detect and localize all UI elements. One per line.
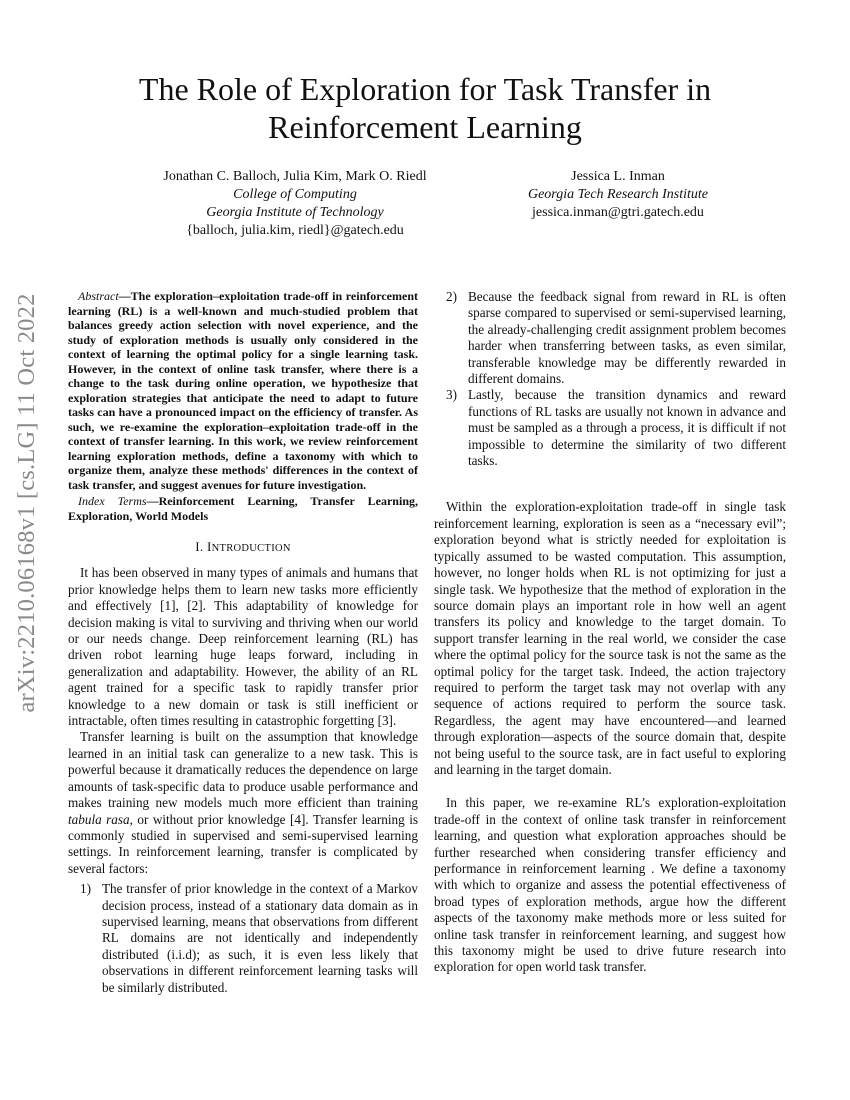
author-email: jessica.inman@gtri.gatech.edu (532, 205, 704, 220)
intro-paragraph-2 (68, 729, 418, 877)
index-terms (68, 494, 418, 523)
list-item (68, 881, 418, 996)
list-item-text: The transfer of prior knowledge in the context of a Markov decision process, instead of a stationary data domain as in supervised learning, means that observations from different RL domains are not identically and independently distributed (i.i.d); as such, it is even less likely that observations in different reinforcement learning tasks will be similarly distributed. (102, 881, 418, 995)
right-column (434, 289, 786, 976)
section-heading (68, 539, 418, 557)
arxiv-stamp (2, 268, 52, 738)
abstract (68, 289, 418, 492)
list-item-text: Because the feedback signal from reward in RL is often sparse compared to supervised or semi-supervised learning, the already-challenging credit assignment problem becomes harder when transferring between tasks, as even similar, transferable knowledge may be differently rewarded in different domains. (468, 289, 786, 387)
author-block-left (140, 168, 450, 240)
right-paragraph-1: Within the exploration-exploitation trade-off in single task reinforcement learning, exploration is seen as a “necessary evil”; exploration beyond what is strictly needed for exploitation is typically assumed to be wasted computation. This assumption, however, no longer holds when RL is not optimizing for just a single task. We hypothesize that the method of exploration in the source domain plays an important role in how well an agent transfers its policy and knowledge to the target domain. To support transfer learning in the real world, we consider the case where the optimal policy for the source task is not the same as the optimal policy for the target task. Indeed, the action trajectory required to perform the target task may not overlap with any sequence of actions required to perform the source task. Regardless, the agent may have encountered—and learned through exploration—aspects of the source domain that, despite not being useful to the source task, are in fact useful to exploring and learning in the target domain. (434, 499, 786, 777)
arxiv-stamp-text: arXiv:2210.06168v1 [cs.LG] 11 Oct 2022 (13, 293, 40, 713)
author-institution: Georgia Institute of Technology (206, 205, 384, 220)
abstract-label: Abstract (78, 289, 119, 303)
spacer (434, 778, 786, 795)
list-item-number: 2) (446, 289, 457, 304)
author-department: College of Computing (233, 187, 357, 202)
index-terms-text: —Reinforcement Learning, Transfer Learning, Exploration, World Models (68, 494, 418, 523)
left-column (68, 289, 418, 996)
factors-list-left (68, 881, 418, 996)
list-item-number: 1) (80, 881, 91, 897)
abstract-text: —The exploration–exploitation trade-off in reinforcement learning (RL) is a well-known and much-studied problem that balances greedy action selection with novel experience, and the study of exploration methods is usually only considered in the context of learning the optimal policy for a single learning task. However, in the context of online task transfer, where there is a change to the task during online operation, we hypothesize that exploration strategies that anticipate the need to adapt to future tasks can have a pronounced impact on the efficiency of transfer. As such, we re-examine the exploration–exploitation trade-off in the context of transfer learning. In this work, we review reinforcement learning exploration methods, define a taxonomy with which to organize them, analyze these methods' differences in the context of task transfer, and suggest avenues for future investigation. (68, 289, 418, 492)
index-terms-label: Index Terms (78, 494, 147, 508)
list-item-number: 3) (446, 387, 457, 403)
intro-p2-a: Transfer learning is built on the assumption that knowledge learned in an initial task can generalize to a new task. This is powerful because it dramatically reduces the dependence on large amounts of task-specific data to produce usable performance and makes training new models much more efficient than training (68, 729, 418, 811)
section-numeral: I. (195, 539, 204, 554)
intro-p2-b: , or without prior knowledge [4]. Transfer learning is commonly studied in supervised and semi-supervised learning settings. In reinforcement learning, transfer is complicated by several factors: (68, 811, 419, 876)
author-block-right (478, 168, 758, 222)
section-cap: I (206, 539, 212, 554)
paper-title: The Role of Exploration for Task Transfer in Reinforcement Learning (138, 71, 712, 145)
spacer (434, 469, 786, 499)
right-paragraph-2: In this paper, we re-examine RL’s exploration-exploitation trade-off in the context of online task transfer in reinforcement learning, and question what exploration approaches should be further researched when considering transfer efficiency and performance in reinforcement learning . We define a taxonomy with which to organize and assess the potential effectiveness of broad types of exploration methods, argue how the different aspects of the taxonomy make methods more or less suited for online task transfer in reinforcement learning, and suggest how this taxonomy might be used to drive future research into exploration for open world task transfer. (434, 795, 786, 975)
author-institution: Georgia Tech Research Institute (527, 187, 709, 202)
list-item (434, 387, 786, 469)
intro-p2-italic: tabula rasa (68, 811, 130, 827)
author-names: Jessica L. Inman (571, 169, 665, 184)
list-item (434, 289, 786, 387)
list-item-text: Lastly, because the transition dynamics and reward functions of RL tasks are usually not known in advance and must be sampled as a through a process, it is difficult if not impossible to determine the similarity of two different tasks. (468, 387, 786, 469)
intro-paragraph-1: It has been observed in many types of animals and humans that prior knowledge helps them to learn new tasks more efficiently and effectively [1], [2]. This adaptability of knowledge for decision making is vital to surviving and thriving when our world or our needs change. Deep reinforcement learning (RL) has driven robot learning huge leaps forward, including in generalization and adaptability. However, the ability of an RL agent trained for a specific task to rapidly transfer prior knowledge to a new domain or task is still inefficient or intractable, often times resulting in catastrophic forgetting [3]. (68, 565, 418, 729)
factors-list-right (434, 289, 786, 469)
author-names: Jonathan C. Balloch, Julia Kim, Mark O. Riedl (163, 169, 427, 184)
section-rest: NTRODUCTION (211, 543, 291, 554)
author-email: {balloch, julia.kim, riedl}@gatech.edu (186, 223, 404, 238)
